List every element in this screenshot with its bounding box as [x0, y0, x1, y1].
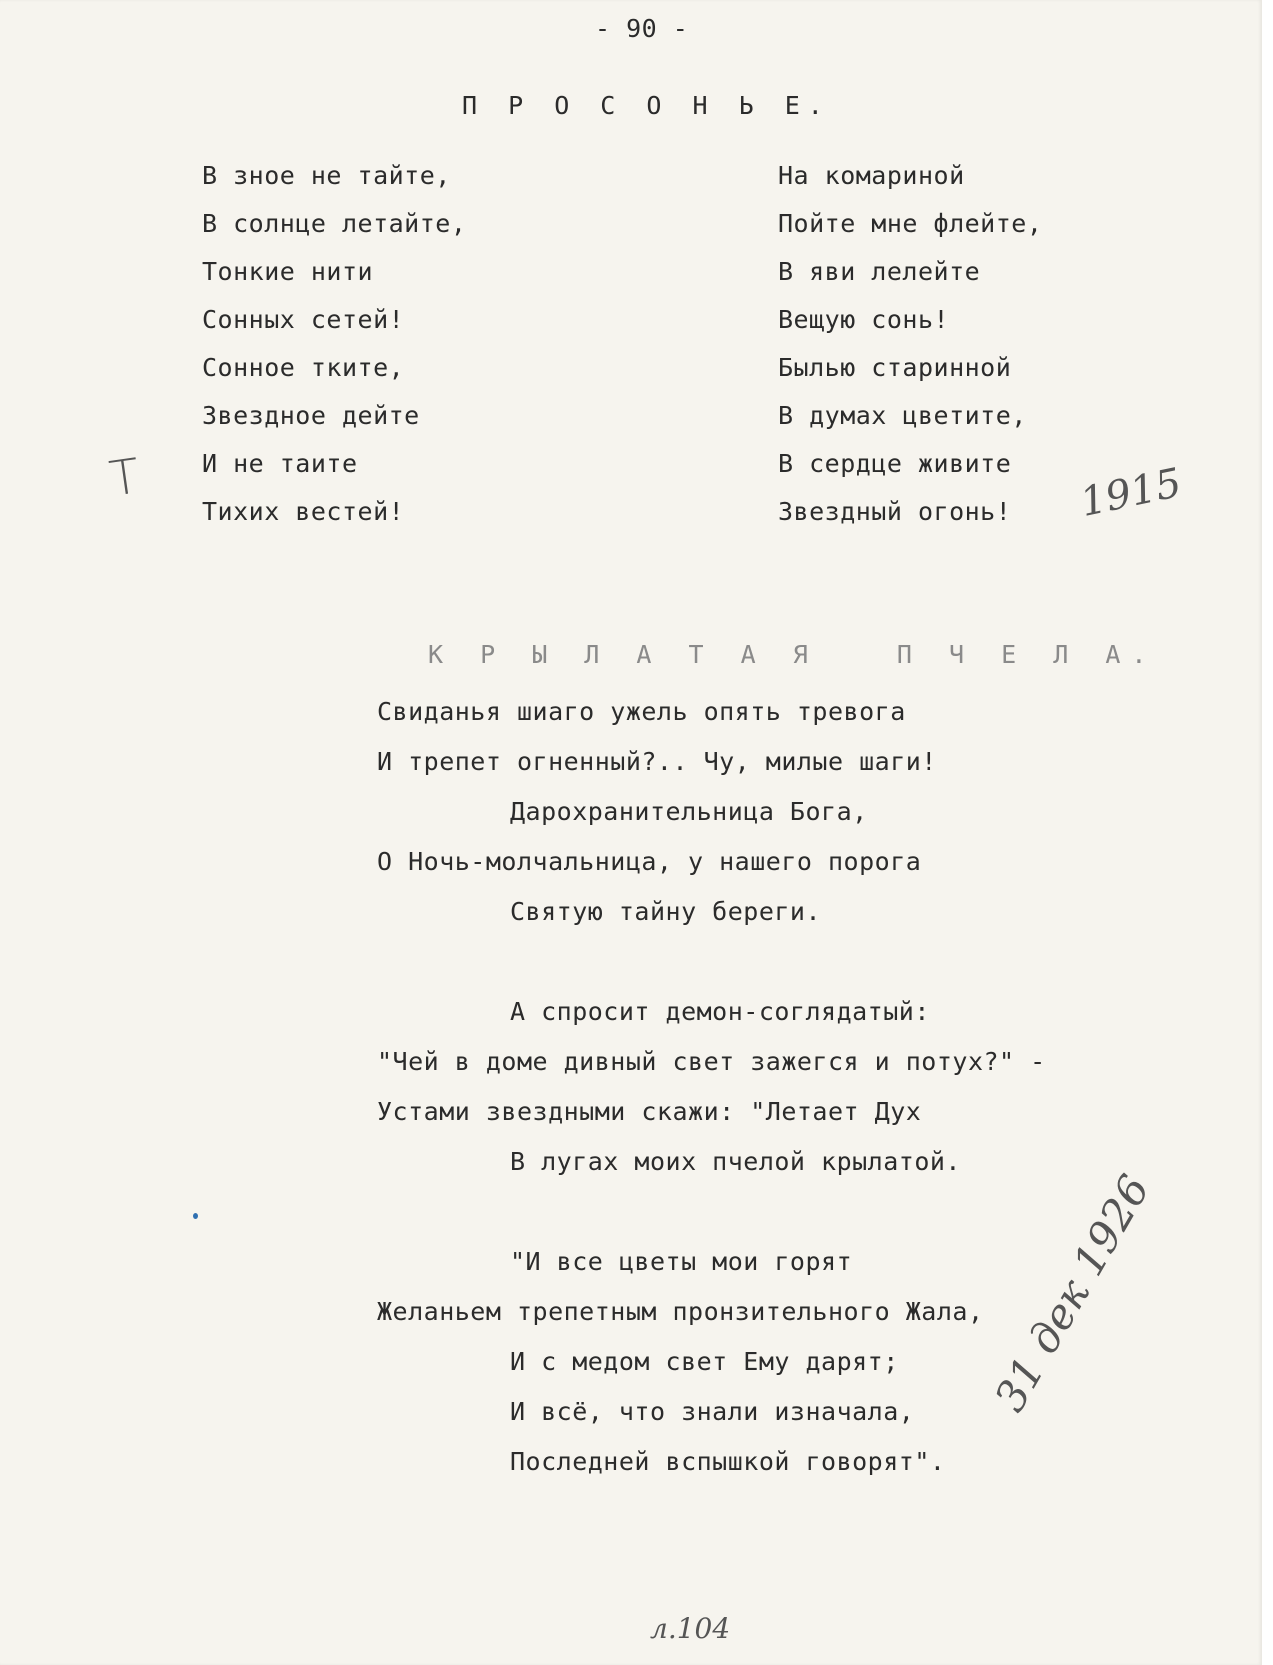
- poem2-line: И с медом свет Ему дарят;: [510, 1347, 899, 1376]
- poem2-line: "Чей в доме дивный свет зажегся и потух?" -: [377, 1047, 1046, 1076]
- poem2-line: Дарохранительница Бога,: [510, 797, 868, 826]
- poem1-left-line: Тонкие нити: [202, 257, 374, 286]
- poem2-line: И трепет огненный?.. Чу, милые шаги!: [377, 747, 937, 776]
- poem2-line: Устами звездными скажи: "Летает Дух: [377, 1097, 922, 1126]
- handwritten-folio: л.104: [650, 1612, 731, 1645]
- poem1-left-line: В зное не тайте,: [202, 161, 451, 190]
- handwritten-date: 31 дек 1926: [985, 1166, 1160, 1420]
- poem2-line: Свиданья шиаго ужель опять тревога: [377, 697, 906, 726]
- poem2-line: Желаньем трепетным пронзительного Жала,: [377, 1297, 984, 1326]
- poem1-right-line: Звездный огонь!: [778, 497, 1012, 526]
- poem1-right-line: В сердце живите: [778, 449, 1012, 478]
- poem2-title: К Р Ы Л А Т А Я П Ч Е Л А.: [428, 640, 1158, 669]
- poem1-left-line: Звездное дейте: [202, 401, 420, 430]
- poem2-line: В лугах моих пчелой крылатой.: [510, 1147, 961, 1176]
- handwritten-year: 1915: [1076, 459, 1186, 527]
- poem1-left-line: В солнце летайте,: [202, 209, 467, 238]
- page-number: - 90 -: [595, 14, 689, 43]
- poem1-right-line: Вещую сонь!: [778, 305, 950, 334]
- poem1-right-line: В яви лелейте: [778, 257, 981, 286]
- poem1-left-line: Сонных сетей!: [202, 305, 405, 334]
- poem2-line: И всё, что знали изначала,: [510, 1397, 915, 1426]
- poem1-left-line: Тихих вестей!: [202, 497, 405, 526]
- poem1-right-line: В думах цветите,: [778, 401, 1027, 430]
- poem1-right-line: Былью старинной: [778, 353, 1012, 382]
- poem2-line: О Ночь-молчальница, у нашего порога: [377, 847, 922, 876]
- handwritten-mark: Т: [106, 448, 144, 508]
- poem2-line: Последней вспышкой говорят".: [510, 1447, 946, 1476]
- poem2-line: А спросит демон-соглядатый:: [510, 997, 930, 1026]
- poem1-title: П Р О С О Н Ь Е.: [462, 91, 831, 120]
- poem1-left-line: Сонное тките,: [202, 353, 405, 382]
- poem2-line: "И все цветы мои горят: [510, 1247, 853, 1276]
- poem1-right-line: Пойте мне флейте,: [778, 209, 1043, 238]
- ink-dot: [193, 1213, 198, 1219]
- poem2-line: Святую тайну береги.: [510, 897, 822, 926]
- poem1-right-line: На комариной: [778, 161, 965, 190]
- poem1-left-line: И не таите: [202, 449, 358, 478]
